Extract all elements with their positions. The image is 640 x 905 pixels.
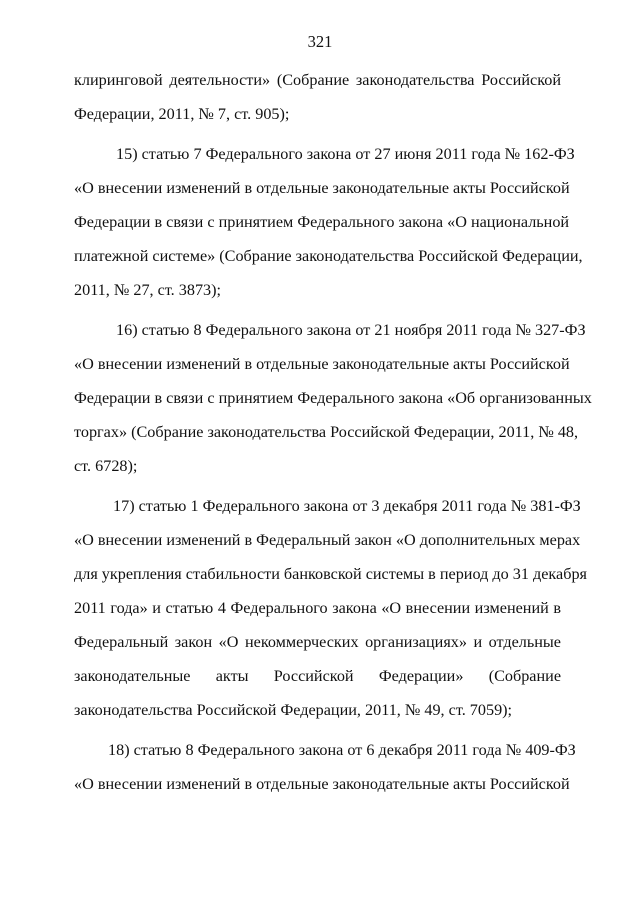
text-line: Федерации в связи с принятием Федерального закона «О национальной	[74, 213, 570, 231]
text-line: Федерации в связи с принятием Федерального закона «Об организованных	[74, 389, 592, 407]
text-line: клиринговой деятельности» (Собрание законодательства Российской	[74, 71, 561, 89]
text-line: законодательства Российской Федерации, 2011, № 49, ст. 7059);	[74, 701, 513, 719]
text-line: 2011 года» и статью 4 Федерального закона «О внесении изменений в	[74, 599, 561, 617]
text-line: ст. 6728);	[74, 457, 138, 475]
text-line: торгах» (Собрание законодательства Российской Федерации, 2011, № 48,	[74, 423, 579, 441]
text-line: для укрепления стабильности банковской системы в период до 31 декабря	[74, 565, 587, 583]
text-line: 2011, № 27, ст. 3873);	[74, 281, 222, 299]
list-item-18-start: 18) статью 8 Федерального закона от 6 декабря 2011 года № 409-ФЗ	[108, 741, 576, 759]
text-line: «О внесении изменений в отдельные законодательные акты Российской	[74, 355, 570, 373]
text-line: Федерации, 2011, № 7, ст. 905);	[74, 105, 290, 123]
text-line: «О внесении изменений в отдельные законодательные акты Российской	[74, 179, 570, 197]
text-line: «О внесении изменений в отдельные законодательные акты Российской	[74, 775, 570, 793]
list-item-16-start: 16) статью 8 Федерального закона от 21 ноября 2011 года № 327-ФЗ	[116, 321, 586, 339]
list-item-17-start: 17) статью 1 Федерального закона от 3 декабря 2011 года № 381-ФЗ	[113, 497, 581, 515]
page-number: 321	[307, 32, 333, 51]
text-line: платежной системе» (Собрание законодательства Российской Федерации,	[74, 247, 583, 265]
text-line: Федеральный закон «О некоммерческих организациях» и отдельные	[74, 633, 561, 651]
text-line: «О внесении изменений в Федеральный закон «О дополнительных мерах	[74, 531, 581, 549]
list-item-15-start: 15) статью 7 Федерального закона от 27 июня 2011 года № 162-ФЗ	[116, 145, 575, 163]
text-line: законодательные акты Российской Федерации» (Собрание	[74, 667, 561, 685]
